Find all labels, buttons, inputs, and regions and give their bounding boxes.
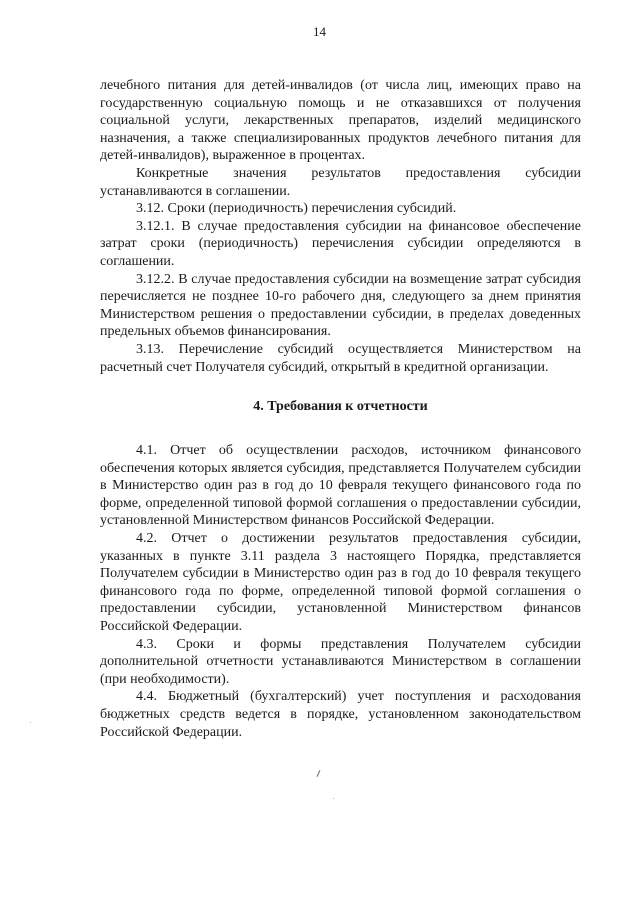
paragraph: 4.4. Бюджетный (бухгалтерский) учет поступления и расходования бюджетных средств ведется в порядке, установленном законодательством Российской Федерации. — [100, 689, 581, 740]
paragraph: 4.2. Отчет о достижении результатов предоставления субсидии, указанных в пункте 3.11 раздела 3 настоящего Порядка, представляется Получателем субсидии в Министерство один раз в год до 10 февраля текущего финансового года по форме, определенной типовой формой соглашения о предоставлении субсидии, установленной Министерством финансов Российской Федерации. — [100, 531, 581, 635]
paragraph: 3.12. Сроки (периодичность) перечисления субсидий. — [136, 201, 457, 217]
paragraph: 3.13. Перечисление субсидий осуществляется Министерством на расчетный счет Получателя субсидий, открытый в кредитной организации. — [100, 341, 581, 375]
document-body — [100, 77, 581, 741]
scan-speck — [30, 722, 31, 723]
paragraph: 4.1. Отчет об осуществлении расходов, источником финансового обеспечения которых является субсидия, представляется Получателем субсидии в Министерство один раз в год до 10 февраля текущего финансового года по форме, определенной типовой формой соглашения о предоставлении субсидии, установленной Министерством финансов Российской Федерации. — [100, 443, 581, 529]
paragraph: 3.12.2. В случае предоставления субсидии на возмещение затрат субсидия перечисляется не позднее 10-го рабочего дня, следующего за днем принятия Министерством решения о предоставлении субсидии, в пределах доведенных предельных объемов финансирования. — [100, 271, 581, 340]
page-number: 14 — [313, 24, 326, 39]
paragraph: 3.12.1. В случае предоставления субсидии на финансовое обеспечение затрат сроки (периодичность) перечисления субсидии определяются в соглашении. — [100, 218, 581, 269]
pen-mark — [317, 770, 321, 777]
paragraph: 4.3. Сроки и формы представления Получателем субсидии дополнительной отчетности устанавливаются Министерством в соглашении (при необходимости). — [100, 636, 581, 687]
paragraphs-after — [100, 442, 581, 741]
paragraph: лечебного питания для детей-инвалидов (от числа лиц, имеющих право на государственную социальную помощь и не отказавшихся от получения социальной услуги, лекарственных препаратов, изделий медицинского назначения, а также специализированных продуктов лечебного питания для детей-инвалидов), выраженное в процентах. — [100, 78, 581, 164]
paragraph: Конкретные значения результатов предоставления субсидии устанавливаются в соглашении. — [100, 165, 581, 199]
section-heading: 4. Требования к отчетности — [253, 399, 428, 415]
paragraphs-before — [100, 77, 581, 376]
scan-speck — [333, 798, 334, 799]
